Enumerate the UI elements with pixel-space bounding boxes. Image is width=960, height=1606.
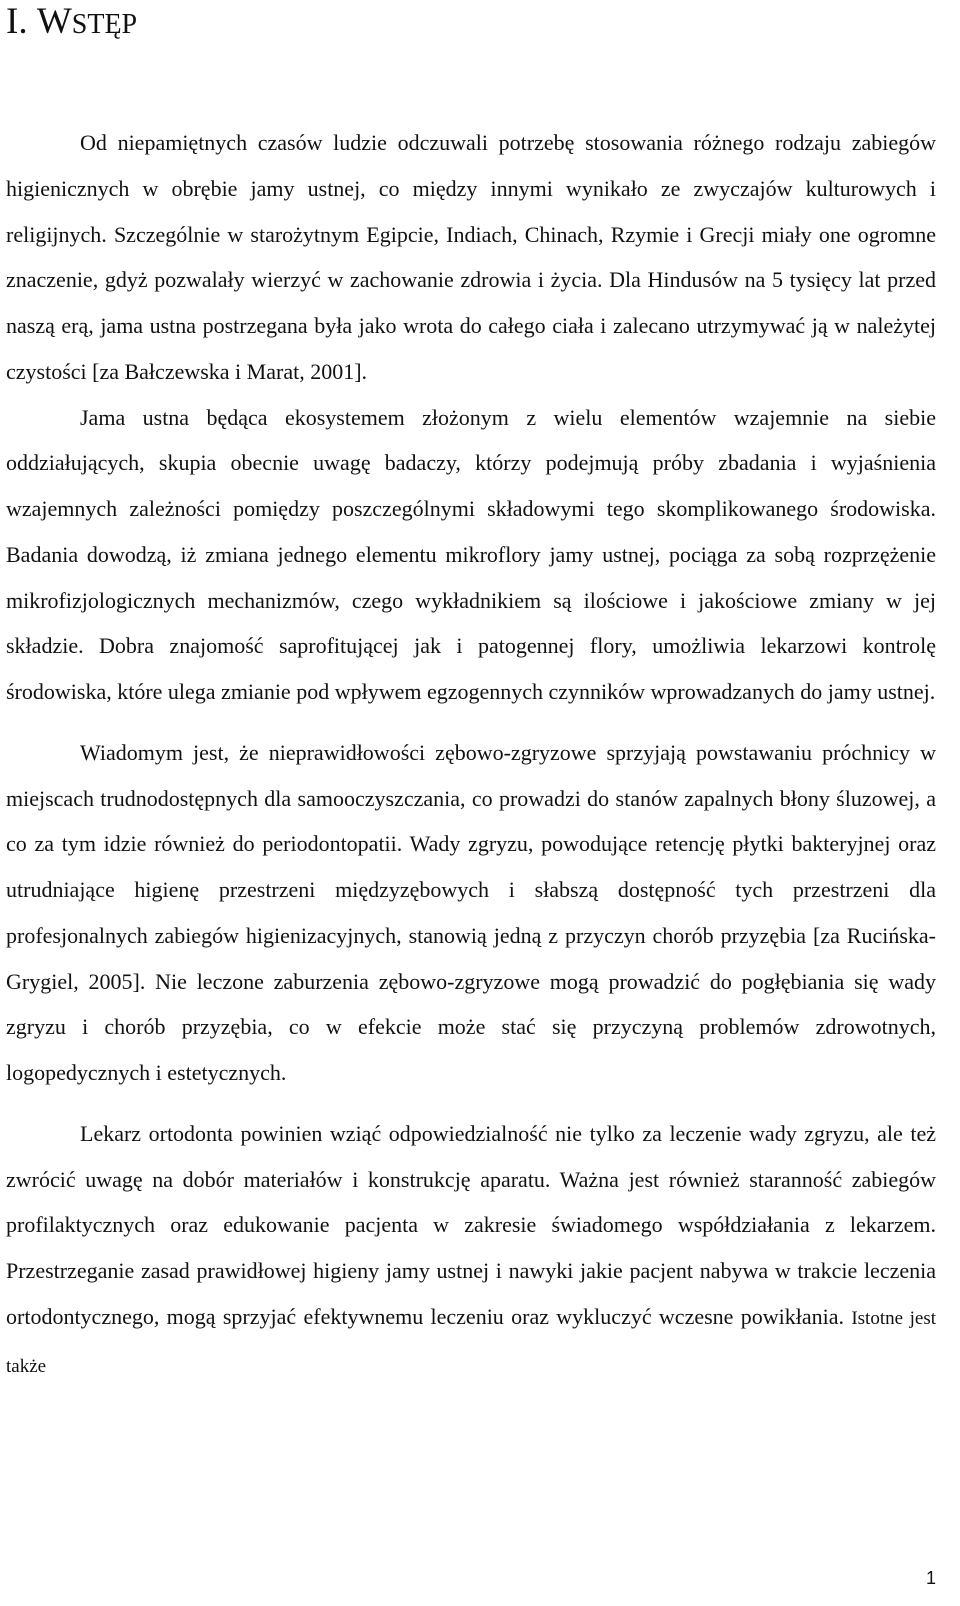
chapter-title-initial: W: [36, 1, 72, 42]
chapter-number: I.: [6, 1, 28, 42]
page-number: 1: [925, 1568, 936, 1588]
paragraph-4-text: Lekarz ortodonta powinien wziąć odpowiedzialność nie tylko za leczenie wady zgryzu, ale też zwrócić uwagę na dobór materiałów i konstrukcję aparatu. Ważna jest również staranność zabiegów profilaktycznych oraz edukowanie pacjenta w zakresie świadomego współdziałania z lekarzem. Przestrzeganie zasad prawidłowej higieny jamy ustnej i nawyki jakie pacjent nabywa w trakcie leczenia ortodontycznego, mogą sprzyjać efektywnemu leczeniu oraz wykluczyć wczesne powikłania.: [6, 1120, 936, 1329]
paragraph-4-continuation: Istotne jest także: [6, 1307, 936, 1377]
paragraph-2: Jama ustna będąca ekosystemem złożonym z wielu elementów wzajemnie na siebie oddziałujących, skupia obecnie uwagę badaczy, którzy podejmują próby zbadania i wyjaśnienia wzajemnych zależności pomiędzy poszczególnymi składowymi tego skomplikowanego środowiska. Badania dowodzą, iż zmiana jednego elementu mikroflory jamy ustnej, pociąga za sobą rozprzężenie mikrofizjologicznych mechanizmów, czego wykładnikiem są ilościowe i jakościowe zmiany w jej składzie. Dobra znajomość saprofitującej jak i patogennej flory, umożliwia lekarzowi kontrolę środowiska, które ulega zmianie pod wpływem egzogennych czynników wprowadzanych do jamy ustnej.: [6, 404, 936, 704]
chapter-title-rest: STĘP: [71, 9, 138, 40]
paragraph-3: Wiadomym jest, że nieprawidłowości zębowo-zgryzowe sprzyjają powstawaniu próchnicy w miejscach trudnodostępnych dla samooczyszczania, co prowadzi do stanów zapalnych błony śluzowej, a co za tym idzie również do periodontopatii. Wady zgryzu, powodujące retencję płytki bakteryjnej oraz utrudniające higienę przestrzeni międzyzębowych i słabszą dostępność tych przestrzeni dla profesjonalnych zabiegów higienizacyjnych, stanowią jedną z przyczyn chorób przyzębia [za Rucińska-Grygiel, 2005]. Nie leczone zaburzenia zębowo-zgryzowe mogą prowadzić do pogłębiania się wady zgryzu i chorób przyzębia, co w efekcie może stać się przyczyną problemów zdrowotnych, logopedycznych i estetycznych.: [6, 739, 936, 1085]
body-text: [6, 120, 936, 1389]
paragraph-4: [6, 1111, 936, 1390]
paragraph-1: Od niepamiętnych czasów ludzie odczuwali potrzebę stosowania różnego rodzaju zabiegów higienicznych w obrębie jamy ustnej, co między innymi wynikało ze zwyczajów kulturowych i religijnych. Szczególnie w starożytnym Egipcie, Indiach, Chinach, Rzymie i Grecji miały one ogromne znaczenie, gdyż pozwalały wierzyć w zachowanie zdrowia i życia. Dla Hindusów na 5 tysięcy lat przed naszą erą, jama ustna postrzegana była jako wrota do całego ciała i zalecano utrzymywać ją w należytej czystości [za Bałczewska i Marat, 2001].: [6, 130, 936, 384]
chapter-heading: [6, 0, 137, 47]
